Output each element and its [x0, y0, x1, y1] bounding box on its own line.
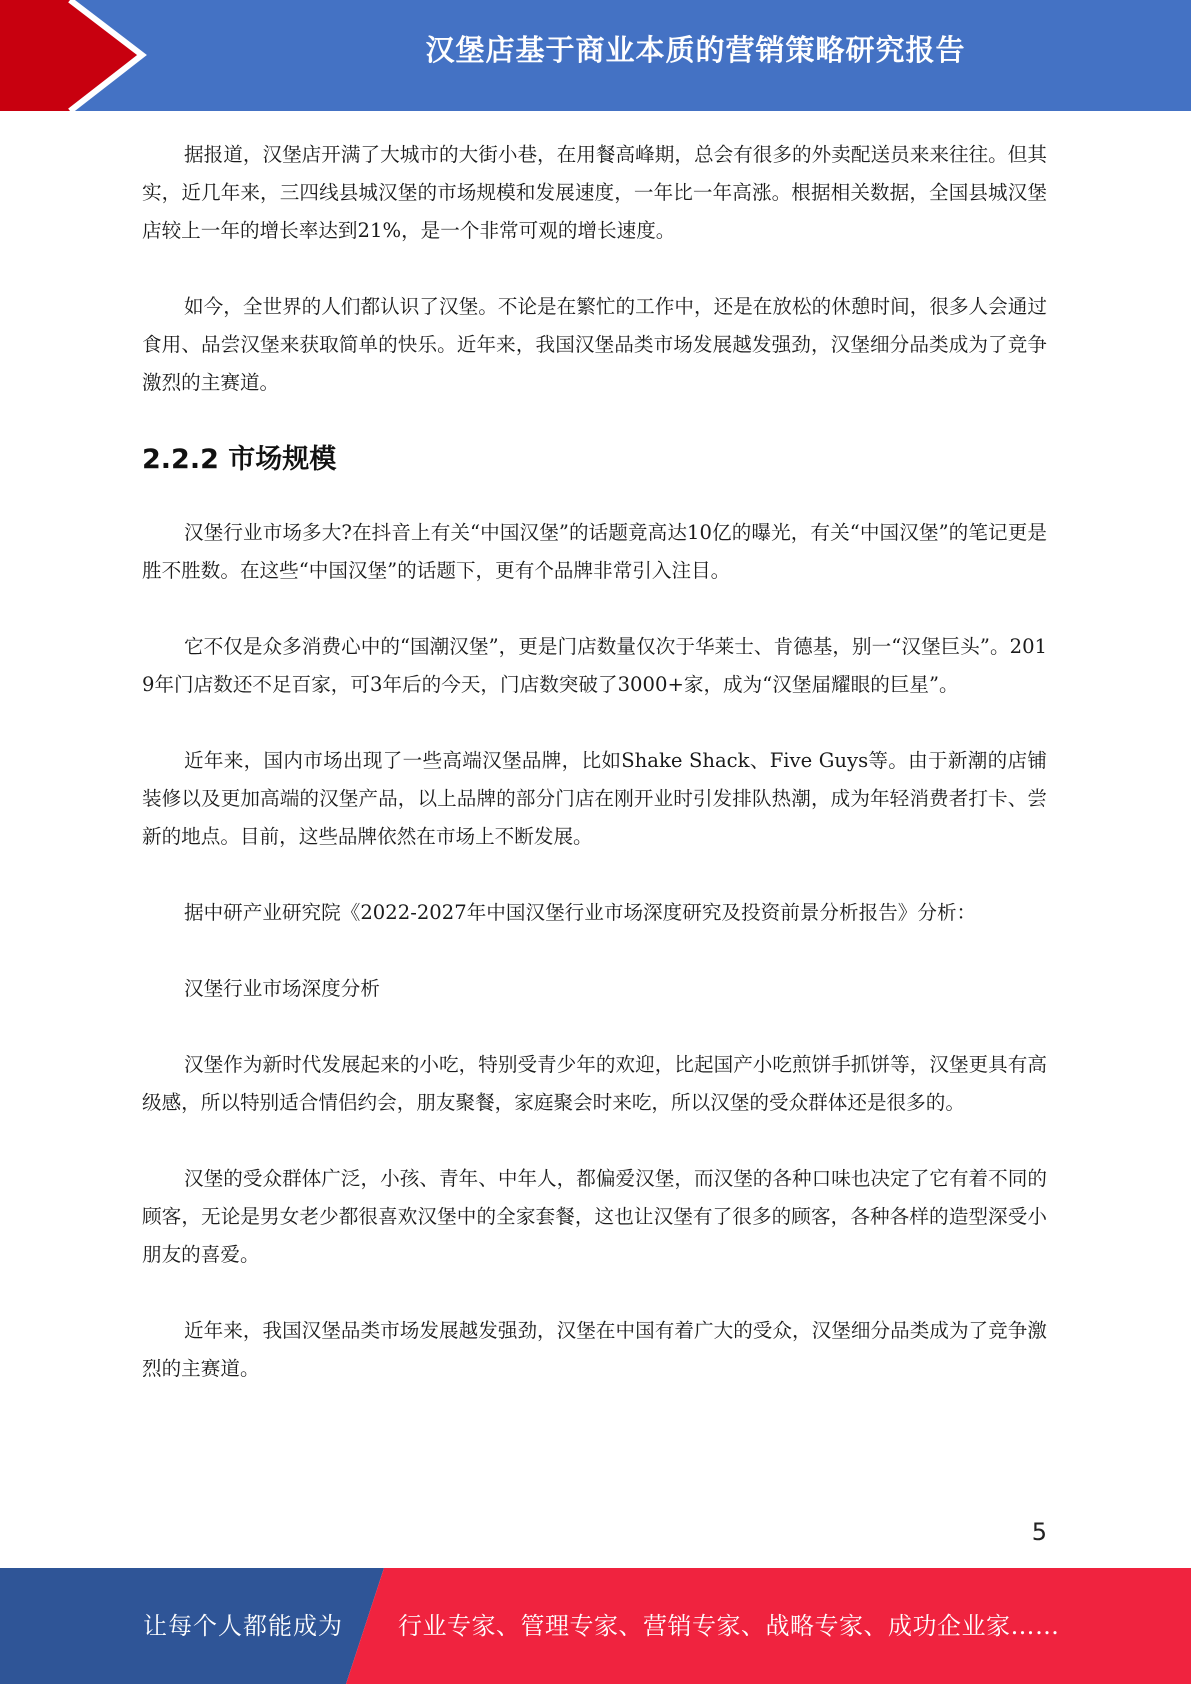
page-header	[0, 0, 1191, 111]
paragraph-3: 汉堡行业市场多大?在抖音上有关“中国汉堡”的话题竟高达10亿的曝光，有关“中国汉堡”的笔记更是胜不胜数。在这些“中国汉堡”的话题下，更有个品牌非常引入注目。	[142, 521, 1047, 582]
paragraph-6: 据中研产业研究院《2022-2027年中国汉堡行业市场深度研究及投资前景分析报告》分析：	[184, 901, 977, 924]
paragraph-5: 近年来，国内市场出现了一些高端汉堡品牌，比如Shake Shack、Five Guys等。由于新潮的店铺装修以及更加高端的汉堡产品，以上品牌的部分门店在刚开业时引发排队热潮，成为年轻消费者打卡、尝新的地点。目前，这些品牌依然在市场上不断发展。	[142, 749, 1047, 848]
page-number: 5	[1031, 1518, 1047, 1546]
paragraph-7: 汉堡行业市场深度分析	[184, 977, 380, 1000]
paragraph-4: 它不仅是众多消费心中的“国潮汉堡”，更是门店数量仅次于华莱士、肯德基，别一“汉堡巨头”。2019年门店数还不足百家，可3年后的今天，门店数突破了3000+家，成为“汉堡届耀眼的巨星”。	[142, 635, 1047, 696]
paragraph-10: 近年来，我国汉堡品类市场发展越发强劲，汉堡在中国有着广大的受众，汉堡细分品类成为了竞争激烈的主赛道。	[142, 1319, 1047, 1380]
section-heading: 2.2.2 市场规模	[142, 444, 337, 475]
paragraph-9: 汉堡的受众群体广泛，小孩、青年、中年人，都偏爱汉堡，而汉堡的各种口味也决定了它有着不同的顾客，无论是男女老少都很喜欢汉堡中的全家套餐，这也让汉堡有了很多的顾客，各种各样的造型深受小朋友的喜爱。	[142, 1167, 1047, 1266]
paragraph-2: 如今，全世界的人们都认识了汉堡。不论是在繁忙的工作中，还是在放松的休憩时间，很多人会通过食用、品尝汉堡来获取简单的快乐。近年来，我国汉堡品类市场发展越发强劲，汉堡细分品类成为了竞争激烈的主赛道。	[142, 295, 1047, 394]
header-arrow-decoration	[0, 0, 170, 111]
paragraph-8: 汉堡作为新时代发展起来的小吃，特别受青少年的欢迎，比起国产小吃煎饼手抓饼等，汉堡更具有高级感，所以特别适合情侣约会，朋友聚餐，家庭聚会时来吃，所以汉堡的受众群体还是很多的。	[142, 1053, 1047, 1114]
paragraph-1: 据报道，汉堡店开满了大城市的大街小巷，在用餐高峰期，总会有很多的外卖配送员来来往往。但其实，近几年来，三四线县城汉堡的市场规模和发展速度，一年比一年高涨。根据相关数据，全国县城汉堡店较上一年的增长率达到21%，是一个非常可观的增长速度。	[142, 143, 1047, 242]
footer-slogan-right: 行业专家、管理专家、营销专家、战略专家、成功企业家……	[398, 1612, 1060, 1640]
page-footer	[0, 1568, 1191, 1684]
document-body	[142, 136, 1047, 1426]
footer-slogan-left: 让每个人都能成为	[143, 1612, 343, 1640]
report-title: 汉堡店基于商业本质的营销策略研究报告	[425, 33, 966, 67]
